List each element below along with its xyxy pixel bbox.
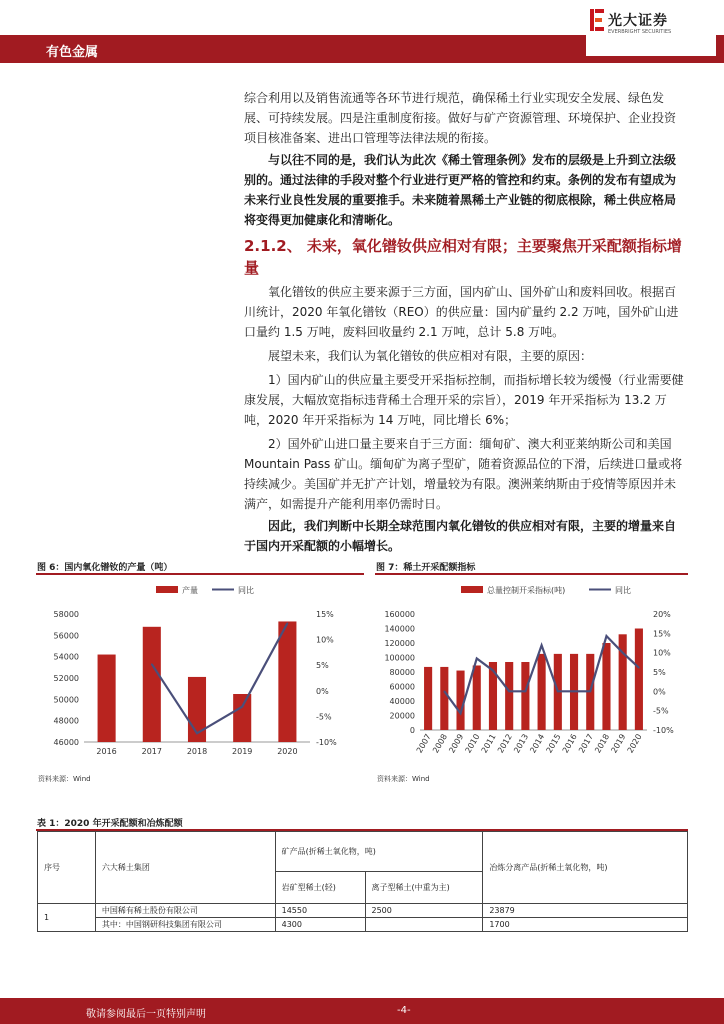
x-tick-label: 2018 <box>593 732 612 755</box>
yoy-point-2014 <box>541 645 543 647</box>
y-left-tick-label: 160000 <box>384 610 415 619</box>
x-tick-label: 2020 <box>625 732 644 755</box>
figure-7-source: 资料来源：Wind <box>377 775 430 783</box>
page-number: -4- <box>397 1005 411 1016</box>
y-left-tick-label: 40000 <box>389 697 415 706</box>
row-smelt: 23879 <box>483 904 688 918</box>
y-right-tick-label: 10% <box>653 648 671 658</box>
bar-2010 <box>473 665 481 730</box>
x-tick-label: 2007 <box>414 732 433 755</box>
row-group: 其中：中国钢研科技集团有限公司 <box>95 918 275 932</box>
legend-line-label: 同比 <box>238 586 254 595</box>
paragraph-imports: 2）国外矿山进口量主要来自于三方面：缅甸矿、澳大利亚莱纳斯公司和美国 Mountain Pass 矿山。缅甸矿为离子型矿，随着资源品位的下滑，后续进口量或将持续减少。美国矿并无扩产计划，增量较为有限。澳洲莱纳斯由于疫情等原因并未满产，如需提升产能利用率仍需时日。 <box>244 437 683 511</box>
bar-2018 <box>602 643 610 730</box>
y-right-tick-label: -10% <box>653 726 674 735</box>
bar-2017 <box>143 627 161 742</box>
y-right-tick-label: -5% <box>653 706 669 716</box>
yoy-point-2016 <box>573 691 575 693</box>
y-left-tick-label: 54000 <box>53 652 79 662</box>
y-right-tick-label: 10% <box>316 635 334 645</box>
brand-logo <box>586 6 716 56</box>
y-left-tick-label: 60000 <box>389 682 415 692</box>
x-tick-label: 2014 <box>528 732 547 755</box>
bar-2013 <box>521 662 529 730</box>
bar-2008 <box>440 667 448 730</box>
figure-6-chart <box>36 578 366 764</box>
row-ion <box>365 918 483 932</box>
figure-6-title: 图 6：国内氧化镨钕的产量（吨） <box>37 563 173 573</box>
bar-2007 <box>424 667 432 730</box>
yoy-point-2015 <box>557 691 559 693</box>
bar-2012 <box>505 662 513 730</box>
table-row <box>38 918 688 932</box>
bar-2014 <box>538 654 546 730</box>
row-no: 1 <box>38 904 96 932</box>
figure-7-chart <box>375 578 689 764</box>
y-left-tick-label: 80000 <box>389 668 415 677</box>
yoy-point-2011 <box>492 670 494 672</box>
legend-line-label: 同比 <box>615 586 631 595</box>
yoy-point-2009 <box>460 713 462 715</box>
page-footer <box>0 998 724 1024</box>
yoy-point-2018 <box>606 635 608 637</box>
header-no: 序号 <box>38 832 96 904</box>
y-right-tick-label: -10% <box>316 738 337 747</box>
x-tick-label: 2019 <box>232 747 253 756</box>
x-tick-label: 2009 <box>447 732 466 755</box>
y-left-tick-label: 140000 <box>384 624 415 634</box>
header-ion: 离子型稀土(中重为主) <box>365 872 483 904</box>
y-left-tick-label: 50000 <box>53 695 79 705</box>
y-right-tick-label: 15% <box>653 629 671 639</box>
legend-bar-label: 产量 <box>182 586 198 595</box>
yoy-point-2012 <box>508 691 510 693</box>
table-row <box>38 904 688 918</box>
x-tick-label: 2018 <box>186 747 208 756</box>
x-tick-label: 2010 <box>463 732 482 755</box>
yoy-point-2010 <box>476 658 478 660</box>
bar-2019 <box>233 694 251 742</box>
figure-6-source: 资料来源：Wind <box>38 775 91 783</box>
section-heading-2-1-2: 2.1.2、 未来，氧化镨钕供应相对有限；主要聚焦开采配额指标增量 <box>244 237 682 277</box>
x-tick-label: 2020 <box>277 747 298 756</box>
row-group: 中国稀有稀土股份有限公司 <box>95 904 275 918</box>
bar-2020 <box>278 621 296 742</box>
figure-6-rule <box>36 573 364 575</box>
x-tick-label: 2016 <box>96 747 117 756</box>
paragraph-legislation-opinion: 与以往不同的是，我们认为此次《稀土管理条例》发布的层级是上升到立法级别的。通过法律的手段对整个行业进行更严格的管控和约束。条例的发布有望成为未来行业良性发展的重要推手。未来随着黑稀土产业链的彻底根除，稀土供应格局将变得更加健康化和清晰化。 <box>244 153 677 227</box>
row-ion: 2500 <box>365 904 483 918</box>
x-tick-label: 2013 <box>512 732 531 755</box>
y-left-tick-label: 52000 <box>53 674 79 683</box>
y-left-tick-label: 120000 <box>384 639 415 648</box>
x-tick-label: 2008 <box>431 732 450 755</box>
legend-bar-label: 总量控制开采指标(吨) <box>487 586 566 595</box>
header-mine: 矿产品(折稀土氧化物，吨) <box>275 832 483 872</box>
y-right-tick-label: 15% <box>316 610 334 619</box>
row-smelt: 1700 <box>483 918 688 932</box>
y-left-tick-label: 20000 <box>389 711 415 721</box>
yoy-line <box>152 623 288 733</box>
brand-name: 光大证券 <box>608 13 668 29</box>
y-left-tick-label: 0 <box>409 726 415 735</box>
paragraph-outlook: 展望未来，我们认为氧化镨钕的供应相对有限，主要的原因： <box>268 349 593 363</box>
x-tick-label: 2012 <box>495 732 514 755</box>
brand-logo-icon <box>590 9 604 31</box>
row-rock: 4300 <box>275 918 365 932</box>
y-left-tick-label: 56000 <box>53 631 79 641</box>
row-rock: 14550 <box>275 904 365 918</box>
yoy-point-2017 <box>589 691 591 693</box>
quota-table <box>37 831 688 932</box>
header-smelt: 冶炼分离产品(折稀土氧化物，吨) <box>483 832 688 904</box>
brand-name-en: EVERBRIGHT SECURITIES <box>608 29 672 35</box>
yoy-point-2019 <box>622 652 624 654</box>
bar-2020 <box>635 629 643 731</box>
y-left-tick-label: 46000 <box>53 738 79 747</box>
yoy-point-2008 <box>444 691 446 693</box>
x-tick-label: 2017 <box>577 732 595 755</box>
paragraph-conclusion: 因此，我们判断中长期全球范围内氧化镨钕的供应相对有限，主要的增量来自于国内开采配额的小幅增长。 <box>244 519 677 553</box>
yoy-point-2019 <box>241 706 243 708</box>
section-title: 有色金属 <box>46 45 99 60</box>
y-right-tick-label: 5% <box>653 668 666 677</box>
x-tick-label: 2017 <box>141 747 162 756</box>
legend-bar-swatch <box>461 586 483 593</box>
footer-disclaimer: 敬请参阅最后一页特别声明 <box>86 1009 206 1020</box>
y-right-tick-label: 0% <box>653 687 666 697</box>
x-tick-label: 2011 <box>479 732 498 755</box>
header-group: 六大稀土集团 <box>95 832 275 904</box>
yoy-point-2013 <box>525 691 527 693</box>
yoy-point-2020 <box>287 622 289 624</box>
y-left-tick-label: 58000 <box>53 610 79 619</box>
y-left-tick-label: 48000 <box>53 716 79 726</box>
x-tick-label: 2019 <box>609 732 628 755</box>
yoy-point-2017 <box>151 663 153 665</box>
y-right-tick-label: 0% <box>316 686 329 696</box>
legend-bar-swatch <box>156 586 178 593</box>
y-right-tick-label: 5% <box>316 661 329 671</box>
figure-7-title: 图 7：稀土开采配额指标 <box>376 563 476 573</box>
paragraph-supply-sources: 氧化镨钕的供应主要来源于三方面，国内矿山、国外矿山和废料回收。根据百川统计，2020 年氧化镨钕（REO）的供应量：国内矿量约 2.2 万吨，国外矿山进口量约 1.5 万吨，废料回收量约 2.1 万吨，总计 5.8 万吨。 <box>244 285 679 339</box>
x-tick-label: 2016 <box>560 732 579 755</box>
y-right-tick-label: -5% <box>316 712 332 722</box>
paragraph-regulation-scope: 综合利用以及销售流通等各环节进行规范，确保稀土行业实现安全发展、绿色发展、可持续发展。四是注重制度衔接。做好与矿产资源管理、环境保护、企业投资项目核准备案、进出口管理等法律法规的衔接。 <box>244 91 677 145</box>
x-tick-label: 2015 <box>544 732 563 755</box>
figure-7-rule <box>375 573 688 575</box>
yoy-point-2020 <box>638 667 640 669</box>
table-header-row <box>38 832 688 872</box>
table-1-title: 表 1：2020 年开采配额和冶炼配额 <box>37 819 183 829</box>
yoy-point-2018 <box>196 732 198 734</box>
y-right-tick-label: 20% <box>653 610 671 619</box>
bar-2016 <box>98 655 116 742</box>
header-rock: 岩矿型稀土(轻) <box>275 872 365 904</box>
paragraph-domestic-quota: 1）国内矿山的供应量主要受开采指标控制，而指标增长较为缓慢（行业需要健康发展，大幅放宽指标违背稀土合理开采的宗旨），2019 年开采指标为 13.2 万吨，2020 年开采指标为 14 万吨，同比增长 6%； <box>244 373 684 427</box>
y-left-tick-label: 100000 <box>384 653 415 663</box>
